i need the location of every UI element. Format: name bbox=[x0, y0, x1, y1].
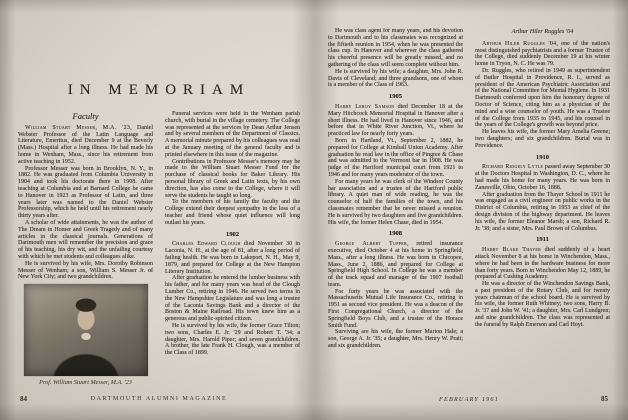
faculty-section-heading: Faculty bbox=[72, 111, 99, 121]
left-page-column-1 bbox=[18, 111, 153, 387]
deceased-name: Harry Leroy Samson bbox=[335, 103, 395, 110]
obituary-paragraph: He is survived by his wife, Mrs. Dorothy Robinson Messer of Wenham; a son, William S. Messer Jr. of New York City; and two grandchildren. bbox=[18, 260, 153, 279]
deceased-name: George Albert Tupper bbox=[335, 241, 407, 248]
column-text bbox=[475, 28, 610, 380]
deceased-name: William Stuart Messer, M.A. '23 bbox=[25, 124, 131, 131]
obituary-paragraph: Born in Hartland, Vt., September 2, 1882, he prepared for College at Kimball Union Academy. After graduation he read law in the office of Pingree & Chase and was admitted to the Vermont bar in 1908. He was judge of the Hartford municipal court from 1921 to 1946 and for many years moderator of the town. bbox=[328, 137, 463, 178]
magazine-title: DARTMOUTH ALUMNI MAGAZINE bbox=[90, 396, 228, 402]
column-text bbox=[328, 28, 463, 380]
obituary-paragraph: He was a director of the Winchendon Savings Bank, a past president of the Rotary Club, and for twenty years chairman of the school board. He is survived by his wife, the former Ruth Whitney; two sons, Harry B. Jr. '37 and John W. '41; a daughter, Mrs. Carl Lundgren; and nine grandchildren. The class was represented at the funeral by Ralph Emerson and Carl Hoyt. bbox=[475, 281, 610, 328]
right-page-footer bbox=[328, 395, 610, 405]
deceased-name: Richard Ridgely Lytle bbox=[482, 164, 544, 171]
left-page bbox=[10, 6, 308, 414]
column-text bbox=[165, 111, 300, 387]
deceased-name: Charles Edward Clough bbox=[172, 241, 241, 248]
obituary-paragraph: Surviving are his wife, the former Marion Hale; a son, George A. Jr. '35; a daughter, Mrs. Henry W. Pratt; and six grandchildren. bbox=[328, 329, 463, 350]
obituary-paragraph: A scholar of wide attainments, he was the author of The Dream in Homer and Greek Tragedy and of many articles in the classical journals. Generations of Dartmouth men will remember the precision and grace of his teaching, his dry wit, and the unfailing courtesy with which he met students and colleagues alike. bbox=[18, 219, 153, 260]
portrait-photo bbox=[24, 284, 148, 376]
deceased-name: Arthur Hiler Ruggles '04 bbox=[482, 40, 557, 47]
obituary-paragraph: Charles Edward Clough died November 30 in Laconia, N. H., at the age of 81, after a long period of failing health. He was born in Lakeport, N. H., May 9, 1879, and prepared for College at the New Hampton Literary Institution. bbox=[165, 241, 300, 275]
left-page-footer bbox=[18, 395, 300, 405]
obituary-paragraph: Dr. Ruggles, who retired in 1949 as superintendent of Butler Hospital in Providence, R. I., served as president of the American Psychiatric Association and of the National Committee for Mental Hygiene. In 1931 Dartmouth conferred upon him the honorary degree of Doctor of Science, citing him as a physician of the mind and a wise counselor of youth. He was a Trustee of the College from 1935 to 1945, and his counsel in the years of the College's growth was beyond price. bbox=[475, 67, 610, 129]
obituary-paragraph: Contributions in Professor Messer's memory may be made to the William Stuart Messer Fund for the purchase of classical books for Baker Library. His personal library of Greek and Latin texts, by his own direction, has also come to the College, where it will serve the students he taught so long. bbox=[165, 158, 300, 199]
right-page bbox=[320, 6, 618, 414]
obituary-paragraph: Harry Leroy Samson died December 18 at the Mary Hitchcock Memorial Hospital in Hanover after a short illness. He had lived in Hanover since 1946, and before that in White River Junction, Vt., where he practiced law for nearly forty years. bbox=[328, 103, 463, 138]
class-year-heading: 1902 bbox=[225, 230, 240, 238]
obituary-paragraph: After graduation from the Thayer School in 1911 he was engaged as a civil engineer on public works in the District of Columbia, retiring in 1953 as chief of the design division of the highway department. He leaves his wife, the former Eleanor Marsh; a son, Richard R. Jr. '38; and a sister, Mrs. Paul Brown of Columbus. bbox=[475, 191, 610, 232]
class-year-heading: 1910 bbox=[535, 153, 550, 161]
obituary-paragraph: He leaves his wife, the former Mary Amelia Greene; two daughters; and six grandchildren. Burial was in Providence. bbox=[475, 129, 610, 149]
obituary-paragraph: He is survived by his wife; a daughter, Mrs. John R. Davis of Cleveland; and three grandsons, one of whom is a member of the Class of 1963. bbox=[328, 68, 463, 89]
obituary-paragraph: Arthur Hiler Ruggles '04, one of the nation's most distinguished psychiatrists and a former Trustee of the College, died suddenly December 19 at his winter home in Tryon, N. C. He was 79. bbox=[475, 40, 610, 68]
obituary-paragraph: To the members of his family the faculty and the College extend their deepest sympathy in the loss of a teacher and friend whose quiet influence will long outlast his years. bbox=[165, 199, 300, 226]
obituary-paragraph: Funeral services were held in the Wenham parish church, with burial in the village cemetery. The College was represented at the services by Dean Arthur Jensen and by several members of the Department of Classics. A memorial minute prepared by his colleagues was read at the January meeting of the general faculty and is printed elsewhere in this issue of the magazine. bbox=[165, 111, 300, 158]
left-page-columns bbox=[10, 111, 308, 387]
obituary-paragraph: George Albert Tupper, retired insurance executive, died October 4 at his home in Springfield, Mass., after a long illness. He was born in Chicopee, Mass., June 2, 1886, and prepared for College at Springfield High School. In College he was a member of the track squad and manager of the 1907 football team. bbox=[328, 241, 463, 288]
right-page-column-2 bbox=[475, 28, 610, 380]
obituary-paragraph: After graduation he entered the lumber business with his father, and for many years was head of the Clough Lumber Co., retiring in 1946. He served two terms in the New Hampshire Legislature and was long a trustee of the Laconia Savings Bank and a director of the Boston & Maine Railroad. His town knew him as a generous and public-spirited citizen. bbox=[165, 275, 300, 323]
obituary-paragraph: Harry Blake Thayer died suddenly of a heart attack November 8 at his home in Winchendon, Mass., where he had been in the hardware business for more than forty years. Born in Winchendon May 12, 1889, he prepared at Cushing Academy. bbox=[475, 247, 610, 281]
obituary-paragraph: For many years he was clerk of the Windsor County bar association and a trustee of the Hartford public library. A quiet man of wide reading, he was the counselor of half the families of the town, and his classmates remember that he never missed a reunion. He is survived by two daughters and five grandchildren. His wife, the former Helen Chase, died in 1954. bbox=[328, 178, 463, 226]
page-title: IN MEMORIAM bbox=[67, 82, 251, 98]
right-page-columns bbox=[320, 28, 618, 380]
page-number: 84 bbox=[20, 395, 27, 403]
obituary-paragraph: He is survived by his wife, the former Grace Tilton; two sons, Charles E. Jr. '29 and Robert T. '34; a daughter, Mrs. Harold Piper; and seven grandchildren. A brother, the late Frank H. Clough, was a member of the Class of 1899. bbox=[165, 322, 300, 357]
obituary-paragraph: William Stuart Messer, M.A. '23, Daniel Webster Professor of the Latin Language and Literature, Emeritus, died December 9 at the Beverly (Mass.) Hospital after a long illness. He had made his home in Wenham, Mass., since his retirement from active teaching in 1952. bbox=[18, 124, 153, 165]
right-page-column-1 bbox=[328, 28, 463, 380]
issue-date: FEBRUARY 1961 bbox=[439, 396, 499, 403]
obituary-paragraph: He was class agent for many years, and his devotion to Dartmouth and to his classmates was recognized at the fiftieth reunion in 1954, when he was presented the class cup. In Hanover and wherever the class gathered his cheerful presence will be greatly missed, and no gathering of the class will seem complete without him. bbox=[328, 28, 463, 68]
obituary-paragraph: For forty years he was associated with the Massachusetts Mutual Life Insurance Co., retiring in 1951 as second vice president. He was a deacon of the First Congregational Church, a director of the Springfield Boys Club, and a trustee of the Horace Smith Fund. bbox=[328, 288, 463, 329]
photo-caption: Prof. William Stuart Messer, M.A. '23 bbox=[39, 379, 132, 386]
obituary-paragraph: Richard Ridgely Lytle passed away September 30 at the Doctors Hospital in Washington, D. C., where he had made his home for many years. He was born in Zanesville, Ohio, October 16, 1888. bbox=[475, 164, 610, 191]
page-number: 85 bbox=[601, 395, 608, 403]
class-year-heading: 1908 bbox=[388, 230, 403, 238]
column-text bbox=[18, 111, 153, 279]
obituary-paragraph: Professor Messer was born in Brooklyn, N. Y., in 1882. He was graduated from Columbia University in 1904 and took his doctorate there in 1908. After teaching at Columbia and at Barnard College he came to Hanover in 1923 as Professor of Latin, and three years later was named to the Daniel Webster Professorship, which he held until his retirement nearly thirty years after. bbox=[18, 165, 153, 220]
class-year-heading: 1905 bbox=[388, 93, 403, 101]
name-caption: Arthur Hiler Ruggles '04 bbox=[511, 28, 574, 35]
deceased-name: Harry Blake Thayer bbox=[482, 247, 542, 254]
left-page-column-2 bbox=[165, 111, 300, 387]
class-year-heading: 1911 bbox=[536, 236, 549, 244]
